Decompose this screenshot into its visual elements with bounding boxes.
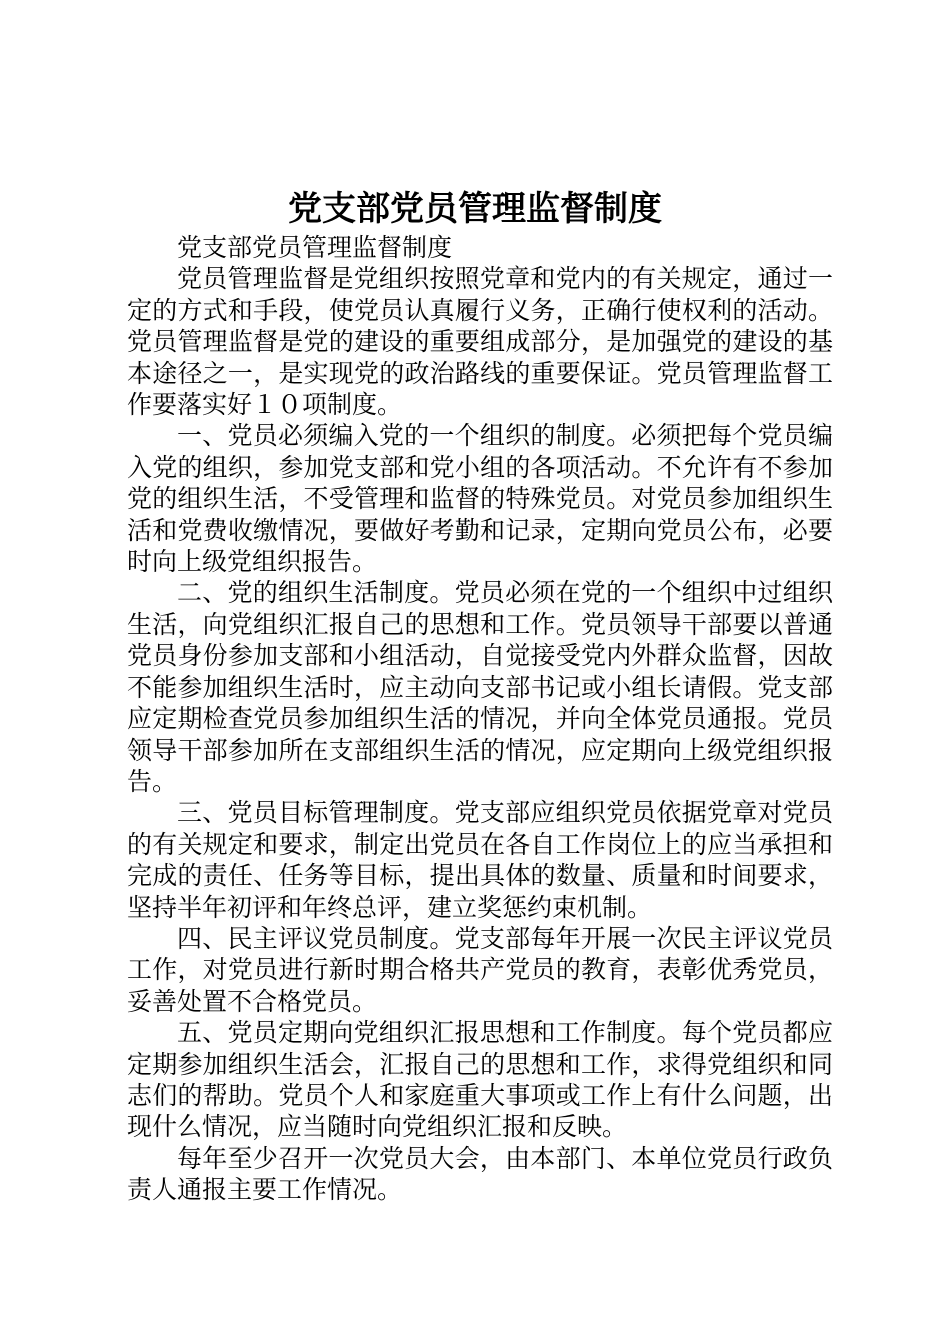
paragraph-item-1: 一、党员必须编入党的一个组织的制度。必须把每个党员编入党的组织，参加党支部和党小组的各项活动。不允许有不参加党的组织生活，不受管理和监督的特殊党员。对党员参加组织生活和党费收缴情况，要做好考勤和记录，定期向党员公布，必要时向上级党组织报告。 — [127, 421, 833, 577]
paragraph-item-2: 二、党的组织生活制度。党员必须在党的一个组织中过组织生活，向党组织汇报自己的思想和工作。党员领导干部要以普通党员身份参加支部和小组活动，自觉接受党内外群众监督，因故不能参加组织生活时，应主动向支部书记或小组长请假。党支部应定期检查党员参加组织生活的情况，并向全体党员通报。党员领导干部参加所在支部组织生活的情况，应定期向上级党组织报告。 — [127, 578, 833, 796]
document-title: 党支部党员管理监督制度 — [288, 189, 662, 229]
paragraph-item-3: 三、党员目标管理制度。党支部应组织党员依据党章对党员的有关规定和要求，制定出党员在各自工作岗位上的应当承担和完成的责任、任务等目标，提出具体的数量、质量和时间要求，坚持半年初评和年终总评，建立奖惩约束机制。 — [127, 798, 833, 922]
paragraph-annual-meeting: 每年至少召开一次党员大会，由本部门、本单位党员行政负责人通报主要工作情况。 — [127, 1143, 833, 1205]
document-body — [127, 232, 833, 1206]
paragraph-intro: 党员管理监督是党组织按照党章和党内的有关规定，通过一定的方式和手段，使党员认真履行义务，正确行使权利的活动。党员管理监督是党的建设的重要组成部分，是加强党的建设的基本途径之一，是实现党的政治路线的重要保证。党员管理监督工作要落实好１０项制度。 — [127, 264, 833, 420]
paragraph-item-5: 五、党员定期向党组织汇报思想和工作制度。每个党员都应定期参加组织生活会，汇报自己的思想和工作，求得党组织和同志们的帮助。党员个人和家庭重大事项或工作上有什么问题，出现什么情况，应当随时向党组织汇报和反映。 — [127, 1018, 833, 1142]
paragraph-item-4: 四、民主评议党员制度。党支部每年开展一次民主评议党员工作，对党员进行新时期合格共产党员的教育，表彰优秀党员，妥善处置不合格党员。 — [127, 923, 833, 1016]
paragraph-subtitle: 党支部党员管理监督制度 — [177, 233, 453, 262]
